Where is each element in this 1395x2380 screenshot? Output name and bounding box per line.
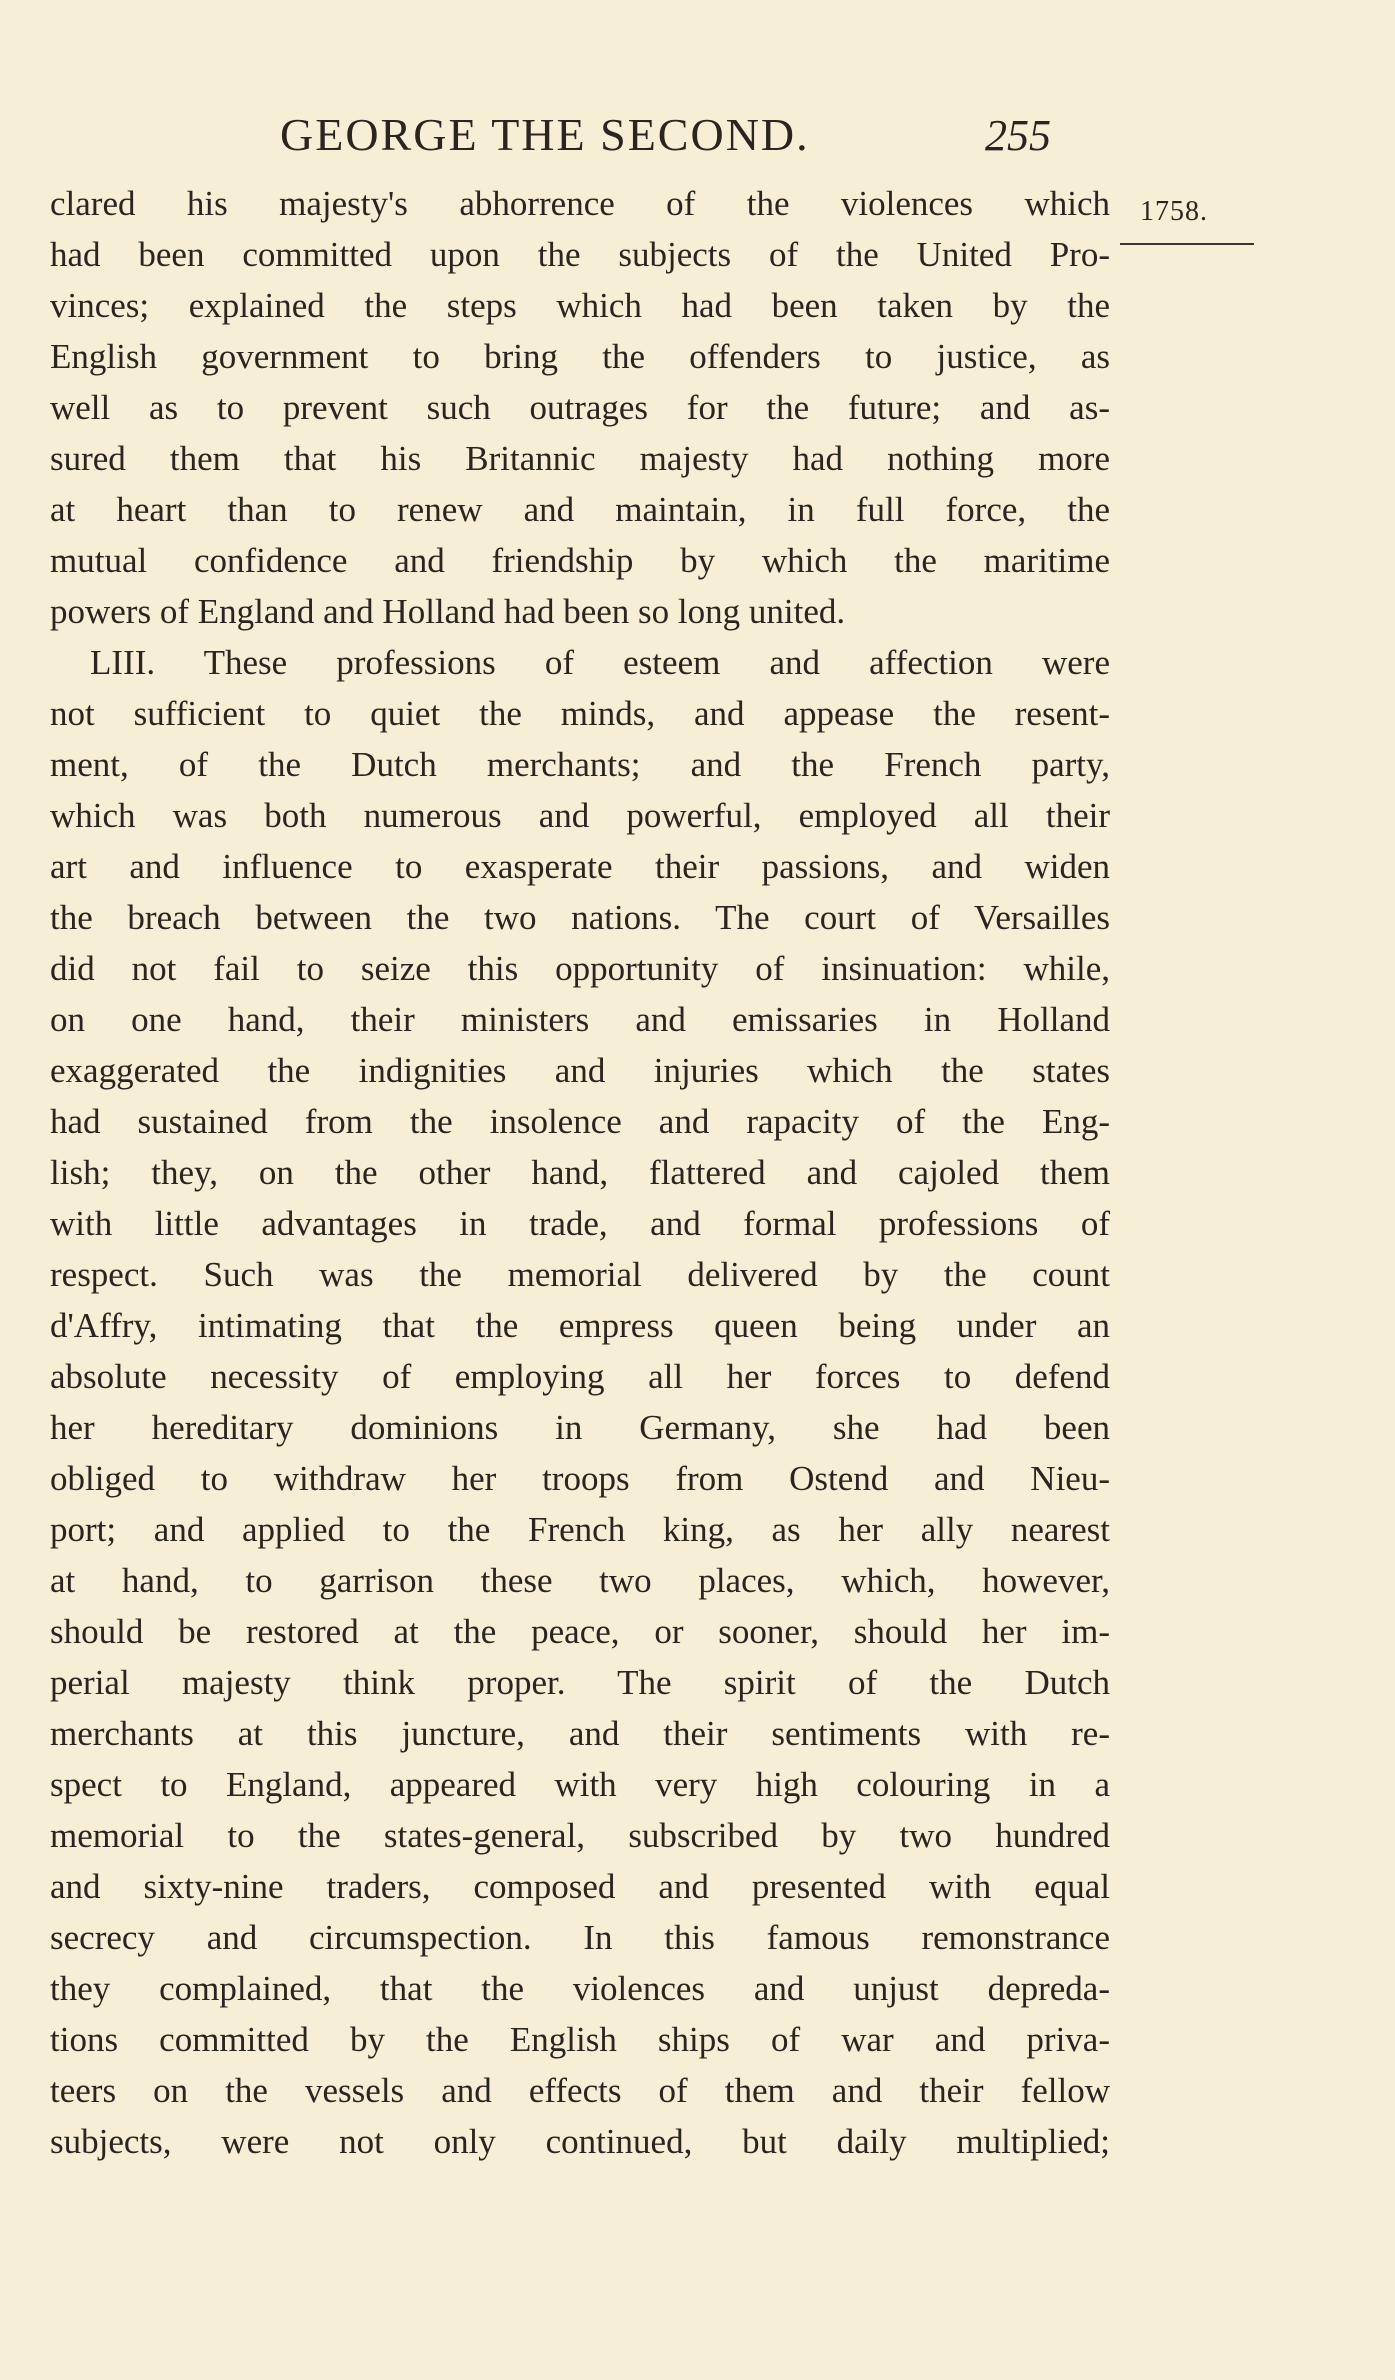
text-line: d'Affry, intimating that the empress queen being under an	[50, 1306, 1110, 1345]
text-line: and sixty-nine traders, composed and presented with equal	[50, 1867, 1110, 1906]
text-line: at hand, to garrison these two places, which, however,	[50, 1561, 1110, 1600]
text-line: memorial to the states-general, subscribed by two hundred	[50, 1816, 1110, 1855]
margin-year-note: 1758.	[1140, 196, 1208, 227]
text-line: English government to bring the offenders to justice, as	[50, 337, 1110, 376]
text-line: clared his majesty's abhorrence of the violences which	[50, 184, 1110, 223]
text-line: at heart than to renew and maintain, in full force, the	[50, 490, 1110, 529]
margin-rule	[1120, 243, 1254, 245]
text-line: absolute necessity of employing all her forces to defend	[50, 1357, 1110, 1396]
text-line: powers of England and Holland had been so long united.	[50, 592, 846, 631]
text-line: should be restored at the peace, or sooner, should her im-	[50, 1612, 1110, 1651]
text-line: port; and applied to the French king, as her ally nearest	[50, 1510, 1110, 1549]
text-line: mutual confidence and friendship by which the maritime	[50, 541, 1110, 580]
running-head-title: GEORGE THE SECOND.	[280, 109, 810, 160]
text-line: lish; they, on the other hand, flattered and cajoled them	[50, 1153, 1110, 1192]
text-line: on one hand, their ministers and emissaries in Holland	[50, 1000, 1110, 1039]
text-line: exaggerated the indignities and injuries which the states	[50, 1051, 1110, 1090]
text-line: secrecy and circumspection. In this famous remonstrance	[50, 1918, 1110, 1957]
text-line: subjects, were not only continued, but daily multiplied;	[50, 2122, 1110, 2161]
page-number: 255	[985, 111, 1051, 160]
text-line: spect to England, appeared with very high colouring in a	[50, 1765, 1110, 1804]
text-line: not sufficient to quiet the minds, and appease the resent-	[50, 694, 1110, 733]
text-line: sured them that his Britannic majesty had nothing more	[50, 439, 1110, 478]
text-line: with little advantages in trade, and formal professions of	[50, 1204, 1110, 1243]
text-line: respect. Such was the memorial delivered by the count	[50, 1255, 1110, 1294]
text-line: which was both numerous and powerful, employed all their	[50, 796, 1110, 835]
text-line: they complained, that the violences and unjust depreda-	[50, 1969, 1110, 2008]
text-line: art and influence to exasperate their passions, and widen	[50, 847, 1110, 886]
text-line: perial majesty think proper. The spirit of the Dutch	[50, 1663, 1110, 1702]
running-head	[280, 108, 1100, 168]
text-line: teers on the vessels and effects of them and their fellow	[50, 2071, 1110, 2110]
text-line: well as to prevent such outrages for the future; and as-	[50, 388, 1110, 427]
text-line: tions committed by the English ships of war and priva-	[50, 2020, 1110, 2059]
text-line: did not fail to seize this opportunity of insinuation: while,	[50, 949, 1110, 988]
text-line: vinces; explained the steps which had been taken by the	[50, 286, 1110, 325]
section-start-line: LIII. These professions of esteem and affection were	[90, 643, 1110, 682]
text-line: had been committed upon the subjects of the United Pro-	[50, 235, 1110, 274]
text-line: her hereditary dominions in Germany, she had been	[50, 1408, 1110, 1447]
text-line: had sustained from the insolence and rapacity of the Eng-	[50, 1102, 1110, 1141]
text-line: the breach between the two nations. The court of Versailles	[50, 898, 1110, 937]
text-line: obliged to withdraw her troops from Ostend and Nieu-	[50, 1459, 1110, 1498]
text-line: merchants at this juncture, and their sentiments with re-	[50, 1714, 1110, 1753]
body-text	[50, 178, 1110, 2167]
text-line: ment, of the Dutch merchants; and the French party,	[50, 745, 1110, 784]
